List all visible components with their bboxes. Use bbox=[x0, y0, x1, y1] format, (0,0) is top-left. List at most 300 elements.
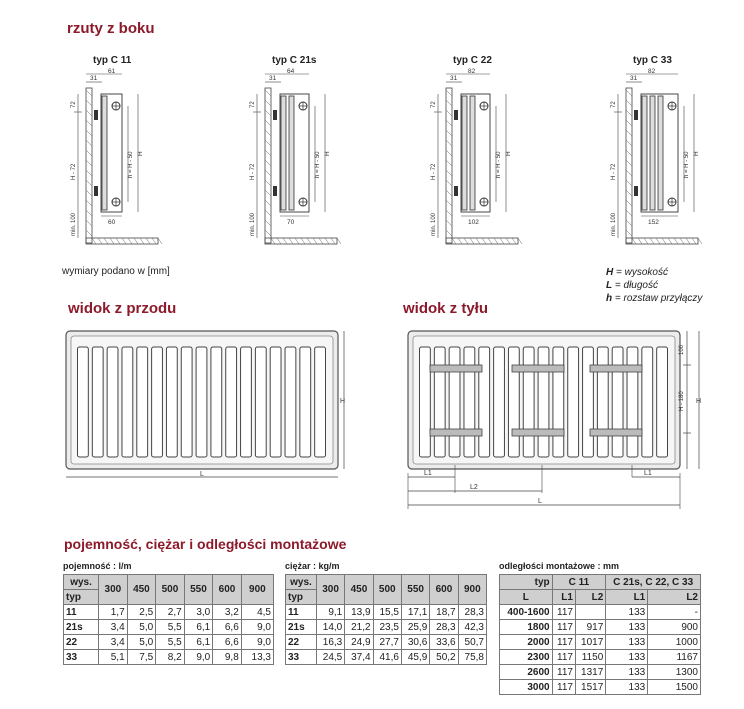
wall-hatch bbox=[446, 100, 452, 106]
radiator-fin bbox=[434, 347, 445, 457]
wall-hatch bbox=[446, 130, 452, 136]
table-cell: 1517 bbox=[575, 680, 605, 695]
wall-hatch bbox=[446, 160, 452, 166]
table-cell: 37,4 bbox=[345, 650, 373, 665]
row-label: 33 bbox=[64, 650, 99, 665]
radiator-fin bbox=[152, 347, 163, 457]
radiator-fin bbox=[494, 347, 505, 457]
weight-caption: ciężar : kg/m bbox=[285, 561, 340, 571]
floor-hatch bbox=[476, 238, 480, 244]
floor-hatch bbox=[146, 238, 150, 244]
wall-hatch bbox=[446, 150, 452, 156]
radiator-fin bbox=[642, 347, 653, 457]
side-type-label: typ C 11 bbox=[93, 55, 132, 66]
wall-hatch bbox=[86, 190, 92, 196]
table-cell: 133 bbox=[606, 605, 648, 620]
capacity-table bbox=[63, 574, 274, 665]
floor-hatch bbox=[319, 238, 323, 244]
radiator-fin bbox=[315, 347, 326, 457]
radiator-fin bbox=[612, 347, 623, 457]
side-view-drawing bbox=[600, 68, 710, 253]
weight-table bbox=[285, 574, 487, 665]
table-cell: 133 bbox=[606, 665, 648, 680]
floor-hatch bbox=[283, 238, 287, 244]
table-cell: 1167 bbox=[648, 650, 701, 665]
mounting-head-L: L bbox=[500, 590, 553, 605]
wall-hatch bbox=[626, 210, 632, 216]
wall-hatch bbox=[265, 160, 271, 166]
table-cell: 30,6 bbox=[401, 635, 429, 650]
floor-hatch bbox=[301, 238, 305, 244]
legend-row-h: h = rozstaw przyłączy bbox=[606, 293, 703, 304]
radiator-fin bbox=[523, 347, 534, 457]
floor-hatch bbox=[644, 238, 648, 244]
back-dim-H: H bbox=[696, 398, 702, 405]
table-cell: 1500 bbox=[648, 680, 701, 695]
side-type-label: typ C 33 bbox=[633, 55, 672, 66]
wall-hatch bbox=[626, 180, 632, 186]
table-cell: 75,8 bbox=[458, 650, 486, 665]
table-cell: 45,9 bbox=[401, 650, 429, 665]
radiator-fin bbox=[508, 347, 519, 457]
table-row bbox=[64, 605, 274, 620]
table-cell: 117 bbox=[552, 650, 575, 665]
dim-bottom: 102 bbox=[468, 219, 479, 226]
table-cell: 24,9 bbox=[345, 635, 373, 650]
wall-hatch bbox=[626, 230, 632, 236]
table-cell: 133 bbox=[606, 650, 648, 665]
floor-hatch bbox=[506, 238, 510, 244]
floor-hatch bbox=[92, 238, 96, 244]
radiator-fin bbox=[657, 347, 668, 457]
wall-hatch bbox=[446, 110, 452, 116]
wall-hatch bbox=[265, 120, 271, 126]
radiator-fin bbox=[568, 347, 579, 457]
wall-hatch bbox=[86, 220, 92, 226]
wall-hatch bbox=[265, 100, 271, 106]
legend bbox=[606, 266, 702, 305]
floor-hatch bbox=[488, 238, 492, 244]
dim-a: 31 bbox=[269, 75, 277, 82]
table-cell: 2,5 bbox=[127, 605, 156, 620]
wall-hatch bbox=[265, 130, 271, 136]
back-view-drawing bbox=[400, 325, 710, 515]
wall-hatch bbox=[626, 120, 632, 126]
mounting-sub: L1 bbox=[606, 590, 648, 605]
table-cell: 117 bbox=[552, 665, 575, 680]
wall-hatch bbox=[265, 190, 271, 196]
floor-hatch bbox=[307, 238, 311, 244]
row-label: 2300 bbox=[500, 650, 553, 665]
mounting-head-c21: C 21s, C 22, C 33 bbox=[606, 575, 701, 590]
table-cell: 13,3 bbox=[241, 650, 273, 665]
wall-bracket bbox=[273, 110, 277, 120]
radiator-fin bbox=[627, 347, 638, 457]
wall-hatch bbox=[446, 140, 452, 146]
table-cell: 9,1 bbox=[316, 605, 344, 620]
mounting-head-typ: typ bbox=[500, 575, 553, 590]
floor-hatch bbox=[128, 238, 132, 244]
tables-heading: pojemność, ciężar i odległości montażowe bbox=[64, 536, 347, 552]
table-cell: 42,3 bbox=[458, 620, 486, 635]
weight-head-wys: wys. bbox=[286, 575, 317, 590]
legend-row-L: L = długość bbox=[606, 280, 658, 291]
front-dim-H: H bbox=[340, 398, 346, 405]
radiator-fin bbox=[583, 347, 594, 457]
wall-hatch bbox=[626, 130, 632, 136]
radiator-panel bbox=[642, 96, 647, 210]
table-cell: 18,7 bbox=[430, 605, 458, 620]
radiator-fin bbox=[464, 347, 475, 457]
floor-hatch bbox=[512, 238, 516, 244]
table-row bbox=[500, 635, 701, 650]
units-note: wymiary podano w [mm] bbox=[62, 266, 170, 277]
mounting-head-c11: C 11 bbox=[552, 575, 606, 590]
front-dim-L: L bbox=[200, 471, 204, 478]
table-cell: 9,0 bbox=[241, 620, 273, 635]
radiator-panel bbox=[650, 96, 655, 210]
wall-hatch bbox=[626, 220, 632, 226]
table-cell: 1300 bbox=[648, 665, 701, 680]
dim-top72: 72 bbox=[71, 101, 77, 108]
floor-hatch bbox=[116, 238, 120, 244]
radiator-fin bbox=[196, 347, 207, 457]
wall-hatch bbox=[626, 110, 632, 116]
mounting-sub: L2 bbox=[648, 590, 701, 605]
table-cell: 28,3 bbox=[430, 620, 458, 635]
floor-hatch bbox=[668, 238, 672, 244]
wall-hatch bbox=[265, 110, 271, 116]
wall-hatch bbox=[86, 90, 92, 96]
radiator-fin bbox=[78, 347, 89, 457]
mounting-bracket-bottom bbox=[512, 429, 564, 436]
table-cell: 5,0 bbox=[127, 620, 156, 635]
dim-min100: min. 100 bbox=[431, 212, 437, 236]
floor-hatch bbox=[650, 238, 654, 244]
table-cell: 6,6 bbox=[213, 620, 242, 635]
radiator-fin bbox=[597, 347, 608, 457]
table-row bbox=[500, 605, 701, 620]
table-cell: 9,8 bbox=[213, 650, 242, 665]
table-row bbox=[64, 620, 274, 635]
mounting-sub: L1 bbox=[552, 590, 575, 605]
legend-row-H: H = wysokość bbox=[606, 267, 668, 278]
floor-hatch bbox=[518, 238, 522, 244]
dim-bottom: 60 bbox=[108, 219, 116, 226]
capacity-col: 450 bbox=[127, 575, 156, 605]
dim-min100: min. 100 bbox=[611, 212, 617, 236]
side-view-drawing bbox=[60, 68, 170, 253]
row-label: 11 bbox=[64, 605, 99, 620]
row-label: 33 bbox=[286, 650, 317, 665]
side-view-drawing bbox=[420, 68, 530, 253]
table-row bbox=[500, 665, 701, 680]
table-cell: 33,6 bbox=[430, 635, 458, 650]
table-row bbox=[500, 620, 701, 635]
wall-hatch bbox=[446, 230, 452, 236]
table-row bbox=[64, 635, 274, 650]
table-row bbox=[286, 605, 487, 620]
wall-hatch bbox=[86, 230, 92, 236]
floor-hatch bbox=[158, 238, 162, 244]
weight-col: 600 bbox=[430, 575, 458, 605]
floor-hatch bbox=[295, 238, 299, 244]
dim-bottom: 152 bbox=[648, 219, 659, 226]
floor-hatch bbox=[313, 238, 317, 244]
wall-hatch bbox=[265, 170, 271, 176]
radiator-fin bbox=[300, 347, 311, 457]
wall-hatch bbox=[265, 90, 271, 96]
wall-hatch bbox=[626, 200, 632, 206]
table-cell: 1150 bbox=[575, 650, 605, 665]
wall-hatch bbox=[626, 90, 632, 96]
dim-top72: 72 bbox=[431, 101, 437, 108]
table-cell: 7,5 bbox=[127, 650, 156, 665]
dim-min100: min. 100 bbox=[71, 212, 77, 236]
radiator-panel bbox=[102, 96, 107, 210]
dim-h50: h = H - 50 bbox=[128, 151, 134, 178]
dim-h72: H - 72 bbox=[250, 163, 256, 180]
table-cell: 3,0 bbox=[184, 605, 213, 620]
table-cell: 1,7 bbox=[99, 605, 128, 620]
wall-hatch bbox=[86, 160, 92, 166]
capacity-head-wys: wys. bbox=[64, 575, 99, 590]
row-label: 1800 bbox=[500, 620, 553, 635]
wall-hatch bbox=[86, 180, 92, 186]
dim-h72: H - 72 bbox=[431, 163, 437, 180]
dim-h50: h = H - 50 bbox=[315, 151, 321, 178]
wall-hatch bbox=[86, 130, 92, 136]
dim-b: 82 bbox=[648, 68, 656, 75]
table-cell: 3,4 bbox=[99, 620, 128, 635]
floor-hatch bbox=[662, 238, 666, 244]
radiator-fin bbox=[241, 347, 252, 457]
table-cell: 900 bbox=[648, 620, 701, 635]
wall-hatch bbox=[626, 140, 632, 146]
radiator-fin bbox=[92, 347, 103, 457]
dim-h50: h = H - 50 bbox=[496, 151, 502, 178]
floor-hatch bbox=[500, 238, 504, 244]
table-cell: 5,5 bbox=[156, 635, 185, 650]
table-row bbox=[64, 650, 274, 665]
table-cell: 117 bbox=[552, 680, 575, 695]
row-label: 22 bbox=[64, 635, 99, 650]
dim-b: 64 bbox=[287, 68, 295, 75]
back-dim-L2: L2 bbox=[470, 484, 478, 491]
radiator-fin bbox=[285, 347, 296, 457]
wall-hatch bbox=[265, 200, 271, 206]
capacity-col: 550 bbox=[184, 575, 213, 605]
wall-hatch bbox=[446, 220, 452, 226]
dim-H: H bbox=[693, 151, 700, 156]
wall-hatch bbox=[86, 150, 92, 156]
floor-hatch bbox=[122, 238, 126, 244]
radiator-panel bbox=[289, 96, 294, 210]
table-cell: 16,3 bbox=[316, 635, 344, 650]
dim-a: 31 bbox=[630, 75, 638, 82]
radiator-panel bbox=[281, 96, 286, 210]
table-cell: 1317 bbox=[575, 665, 605, 680]
dim-h72: H - 72 bbox=[71, 163, 77, 180]
dim-a: 31 bbox=[90, 75, 98, 82]
table-cell: 5,5 bbox=[156, 620, 185, 635]
mounting-bracket-top bbox=[590, 365, 642, 372]
row-label: 22 bbox=[286, 635, 317, 650]
wall-hatch bbox=[86, 120, 92, 126]
wall-bracket bbox=[634, 110, 638, 120]
wall-bracket bbox=[454, 110, 458, 120]
table-cell: 9,0 bbox=[184, 650, 213, 665]
table-cell: 23,5 bbox=[373, 620, 401, 635]
floor-hatch bbox=[482, 238, 486, 244]
back-dim-L: L bbox=[538, 498, 542, 505]
floor bbox=[265, 238, 337, 244]
table-cell: 133 bbox=[606, 620, 648, 635]
wall-hatch bbox=[446, 200, 452, 206]
table-cell: 9,0 bbox=[241, 635, 273, 650]
dim-b: 61 bbox=[108, 68, 116, 75]
dim-h72: H - 72 bbox=[611, 163, 617, 180]
dim-H: H bbox=[505, 151, 512, 156]
wall-hatch bbox=[86, 110, 92, 116]
wall-hatch bbox=[86, 140, 92, 146]
row-label: 400-1600 bbox=[500, 605, 553, 620]
table-cell: 27,7 bbox=[373, 635, 401, 650]
table-cell: 8,2 bbox=[156, 650, 185, 665]
table-cell: 3,2 bbox=[213, 605, 242, 620]
floor-hatch bbox=[698, 238, 702, 244]
wall-hatch bbox=[626, 150, 632, 156]
wall-hatch bbox=[446, 210, 452, 216]
radiator-fin bbox=[137, 347, 148, 457]
table-cell: 117 bbox=[552, 605, 575, 620]
floor-hatch bbox=[680, 238, 684, 244]
radiator-fin bbox=[211, 347, 222, 457]
table-row bbox=[286, 635, 487, 650]
floor-hatch bbox=[674, 238, 678, 244]
wall-hatch bbox=[86, 170, 92, 176]
weight-col: 300 bbox=[316, 575, 344, 605]
floor-hatch bbox=[638, 238, 642, 244]
radiator-fin bbox=[553, 347, 564, 457]
floor-hatch bbox=[289, 238, 293, 244]
capacity-col: 600 bbox=[213, 575, 242, 605]
floor-hatch bbox=[331, 238, 335, 244]
capacity-col: 500 bbox=[156, 575, 185, 605]
mounting-bracket-top bbox=[430, 365, 482, 372]
front-view-heading: widok z przodu bbox=[68, 300, 177, 317]
radiator-fin bbox=[255, 347, 266, 457]
wall-bracket bbox=[94, 110, 98, 120]
table-cell: 28,3 bbox=[458, 605, 486, 620]
weight-col: 550 bbox=[401, 575, 429, 605]
mounting-bracket-top bbox=[512, 365, 564, 372]
table-cell: 3,4 bbox=[99, 635, 128, 650]
weight-col: 500 bbox=[373, 575, 401, 605]
wall-hatch bbox=[86, 200, 92, 206]
dim-top72: 72 bbox=[250, 101, 256, 108]
dim-min100: min. 100 bbox=[250, 212, 256, 236]
floor-hatch bbox=[271, 238, 275, 244]
floor-hatch bbox=[632, 238, 636, 244]
wall-hatch bbox=[446, 180, 452, 186]
back-dim-L1b: L1 bbox=[644, 470, 652, 477]
table-cell: 25,9 bbox=[401, 620, 429, 635]
floor-hatch bbox=[277, 238, 281, 244]
table-cell bbox=[575, 605, 605, 620]
table-cell: 2,7 bbox=[156, 605, 185, 620]
table-row bbox=[500, 680, 701, 695]
radiator-fin bbox=[122, 347, 133, 457]
floor-hatch bbox=[452, 238, 456, 244]
table-cell: 6,1 bbox=[184, 620, 213, 635]
table-cell: 13,9 bbox=[345, 605, 373, 620]
radiator-fin bbox=[166, 347, 177, 457]
mounting-sub: L2 bbox=[575, 590, 605, 605]
table-row bbox=[286, 620, 487, 635]
table-cell: 14,0 bbox=[316, 620, 344, 635]
radiator-fin bbox=[181, 347, 192, 457]
table-cell: 1017 bbox=[575, 635, 605, 650]
mounting-table bbox=[499, 574, 701, 695]
floor-hatch bbox=[140, 238, 144, 244]
wall-hatch bbox=[446, 90, 452, 96]
weight-col: 900 bbox=[458, 575, 486, 605]
radiator-fin bbox=[449, 347, 460, 457]
table-cell: 4,5 bbox=[241, 605, 273, 620]
table-cell: 6,1 bbox=[184, 635, 213, 650]
row-label: 3000 bbox=[500, 680, 553, 695]
floor-hatch bbox=[325, 238, 329, 244]
floor-hatch bbox=[494, 238, 498, 244]
wall-bracket bbox=[273, 186, 277, 196]
dim-H: H bbox=[137, 151, 144, 156]
mounting-bracket-bottom bbox=[430, 429, 482, 436]
wall-hatch bbox=[86, 210, 92, 216]
wall-hatch bbox=[446, 120, 452, 126]
capacity-caption: pojemność : l/m bbox=[63, 561, 132, 571]
side-views-heading: rzuty z boku bbox=[67, 20, 155, 37]
dim-b: 82 bbox=[468, 68, 476, 75]
back-dim-h180: H - 180 bbox=[679, 391, 685, 411]
row-label: 2000 bbox=[500, 635, 553, 650]
weight-head-typ: typ bbox=[286, 590, 317, 605]
table-cell: 24,5 bbox=[316, 650, 344, 665]
floor bbox=[86, 238, 158, 244]
table-row bbox=[286, 650, 487, 665]
table-cell: - bbox=[648, 605, 701, 620]
table-cell: 917 bbox=[575, 620, 605, 635]
floor-hatch bbox=[692, 238, 696, 244]
wall-hatch bbox=[446, 190, 452, 196]
side-type-label: typ C 22 bbox=[453, 55, 492, 66]
front-view-drawing bbox=[58, 325, 358, 485]
back-view-heading: widok z tyłu bbox=[403, 300, 489, 317]
table-cell: 117 bbox=[552, 635, 575, 650]
mounting-bracket-bottom bbox=[590, 429, 642, 436]
radiator-fin bbox=[479, 347, 490, 457]
back-dim-L1a: L1 bbox=[424, 470, 432, 477]
floor-hatch bbox=[464, 238, 468, 244]
capacity-col: 900 bbox=[241, 575, 273, 605]
radiator-fin bbox=[226, 347, 237, 457]
radiator-fin bbox=[107, 347, 118, 457]
wall-bracket bbox=[94, 186, 98, 196]
floor-hatch bbox=[98, 238, 102, 244]
wall-hatch bbox=[265, 210, 271, 216]
back-dim-100: 100 bbox=[679, 344, 685, 355]
radiator-panel bbox=[658, 96, 663, 210]
